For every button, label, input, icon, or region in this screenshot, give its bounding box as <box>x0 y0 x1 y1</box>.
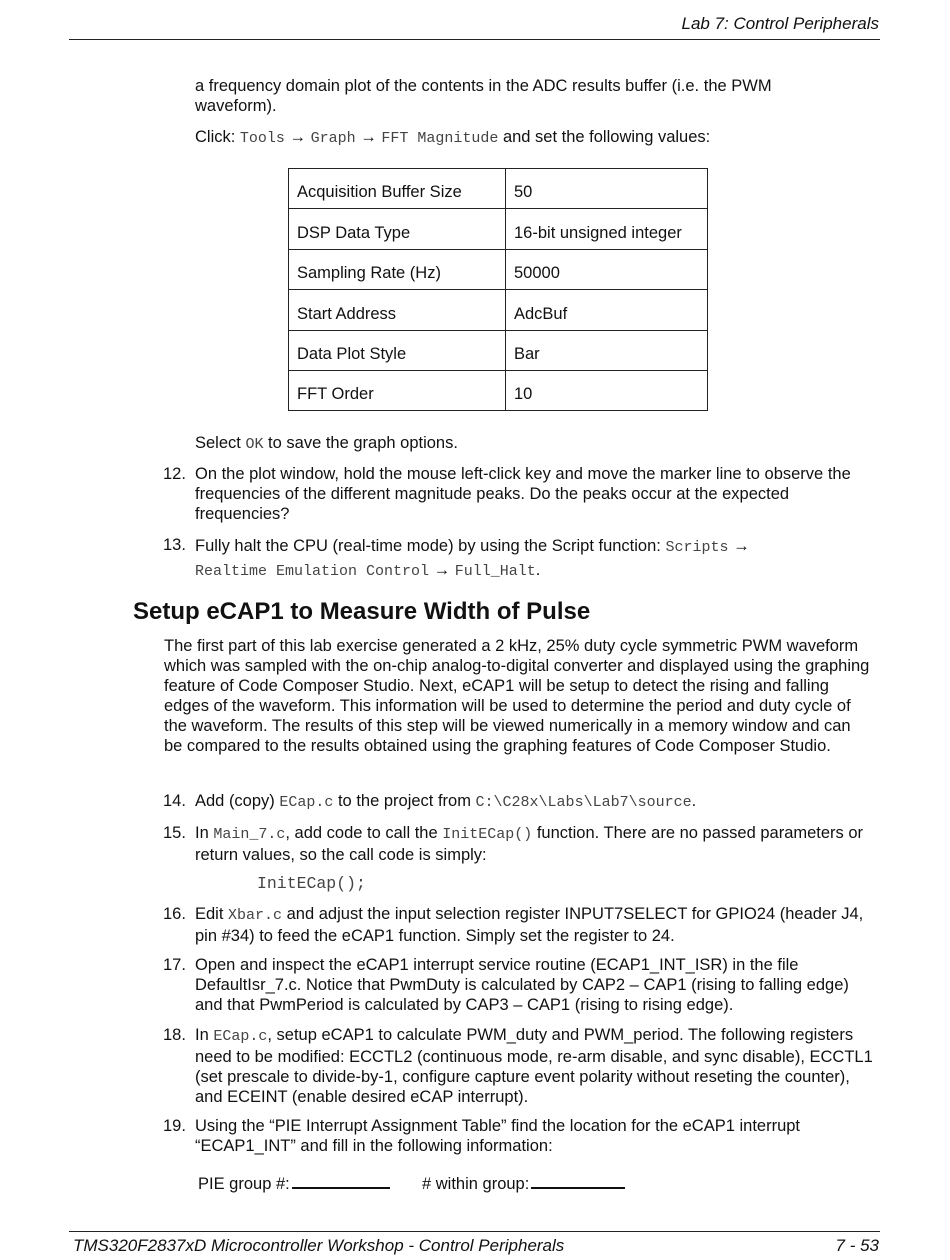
table-key: Acquisition Buffer Size <box>289 169 506 209</box>
table-key: DSP Data Type <box>289 209 506 249</box>
step-text: Using the “PIE Interrupt Assignment Table” find the location for the eCAP1 interrupt “ECAP1_INT” and fill in the following information: <box>195 1117 801 1155</box>
click-suffix: and set the following values: <box>498 128 711 146</box>
step-18 <box>163 1025 875 1107</box>
graph-settings-table <box>288 168 708 411</box>
code-xbar-file: Xbar.c <box>228 907 283 924</box>
step-text: , add code to call the <box>285 824 443 842</box>
code-ecap-file: ECap.c <box>213 1028 268 1045</box>
step-body <box>195 791 875 813</box>
step-15 <box>163 823 875 865</box>
step-text: Open and inspect the eCAP1 interrupt service routine (ECAP1_INT_ISR) in the file DefaultIsr_7.c. Notice that PwmDuty is calculated by CAP2 – CAP1 (rising to falling edge) and that PwmPeriod is calculated by CAP3 – CAP1 (rising to rising edge). <box>195 956 849 1014</box>
within-group-field <box>422 1171 625 1194</box>
table-value: Bar <box>506 330 708 370</box>
footer-divider <box>69 1231 880 1232</box>
click-instruction <box>195 127 885 149</box>
table-value: 10 <box>506 370 708 410</box>
step-text: and adjust the input selection register INPUT7SELECT for GPIO24 (header J4, pin #34) to feed the eCAP1 function. Simply set the register to 24. <box>195 905 864 945</box>
arrow-icon: → <box>433 561 451 579</box>
click-prefix: Click: <box>195 128 240 146</box>
table-row <box>289 249 708 289</box>
select-ok-instruction <box>195 433 885 455</box>
step-text: Add (copy) <box>195 792 280 810</box>
within-group-label: # within group: <box>422 1175 530 1193</box>
code-ecap-file: ECap.c <box>279 794 334 811</box>
table-key: Data Plot Style <box>289 330 506 370</box>
section-heading: Setup eCAP1 to Measure Width of Pulse <box>133 598 591 625</box>
pie-group-field <box>198 1171 390 1194</box>
step-text: function. There are no passed parameters or return values, so the call code is simply: <box>195 824 864 864</box>
step-number: 18. <box>163 1026 186 1044</box>
pie-group-label: PIE group #: <box>198 1175 290 1193</box>
code-snippet: InitECap(); <box>257 874 366 893</box>
step-number: 17. <box>163 956 186 974</box>
step-12 <box>163 464 875 524</box>
select-ok-suffix: to save the graph options. <box>263 434 458 452</box>
step-19 <box>163 1116 875 1156</box>
menu-graph: Graph <box>310 130 356 147</box>
table-row <box>289 169 708 209</box>
menu-tools: Tools <box>239 130 285 147</box>
step-text: In <box>195 1026 214 1044</box>
pie-group-blank[interactable] <box>292 1171 390 1189</box>
table-key: Start Address <box>289 290 506 330</box>
step-text: Edit <box>195 905 229 923</box>
step-text: to the project from <box>333 792 476 810</box>
intro-line-2: waveform). <box>195 97 277 115</box>
menu-fft-magnitude: FFT Magnitude <box>381 130 499 147</box>
intro-line-1: a frequency domain plot of the contents in the ADC results buffer (i.e. the PWM <box>195 77 772 95</box>
code-scripts: Scripts <box>665 539 729 556</box>
step-text: . <box>691 792 697 810</box>
table-value: 16-bit unsigned integer <box>506 209 708 249</box>
within-group-blank[interactable] <box>531 1171 625 1189</box>
step-body <box>195 535 875 583</box>
table-key: Sampling Rate (Hz) <box>289 249 506 289</box>
header-divider <box>69 39 880 40</box>
section-paragraph: The first part of this lab exercise generated a 2 kHz, 25% duty cycle symmetric PWM waveform which was sampled with the on-chip analog-to-digital converter and displayed using the graphing feature of Code Composer Studio. Next, eCAP1 will be setup to detect the rising and falling edges of the waveform. This information will be used to determine the period and duty cycle of the waveform. The results of this step will be viewed numerically in a memory window and can be compared to the results obtained using the graphing features of Code Composer Studio. <box>164 637 870 755</box>
step-text: , setup eCAP1 to calculate PWM_duty and PWM_period. The following registers need to be modified: ECCTL2 (continuous mode, re-arm disable, and sync disable), ECCTL1 (set prescale to divide-by-1, configure capture event polarity without reseting the counter), and ECEINT (enable desired eCAP interrupt). <box>195 1026 873 1106</box>
code-main-file: Main_7.c <box>213 826 286 843</box>
table-row <box>289 330 708 370</box>
intro-paragraph <box>195 76 885 116</box>
step-body <box>195 1025 875 1107</box>
step-17 <box>163 955 875 1015</box>
select-ok-prefix: Select <box>195 434 246 452</box>
arrow-icon: → <box>733 537 750 555</box>
table-row <box>289 209 708 249</box>
table-value: AdcBuf <box>506 290 708 330</box>
code-source-path: C:\C28x\Labs\Lab7\source <box>475 794 692 811</box>
code-init-ecap: InitECap() <box>442 826 533 843</box>
ok-code: OK <box>245 436 264 453</box>
step-number: 12. <box>163 465 186 483</box>
step-body <box>195 904 875 946</box>
step-16 <box>163 904 875 946</box>
step-text: On the plot window, hold the mouse left-click key and move the marker line to observe the frequencies of the different magnitude peaks. Do the peaks occur at the expected frequencies? <box>195 465 851 523</box>
step-number: 15. <box>163 824 186 842</box>
step-text: Fully halt the CPU (real-time mode) by using the Script function: <box>195 537 666 555</box>
arrow-icon: → <box>360 128 377 146</box>
page-header-title: Lab 7: Control Peripherals <box>681 14 879 33</box>
code-realtime-emulation-control: Realtime Emulation Control <box>195 563 430 580</box>
footer-title: TMS320F2837xD Microcontroller Workshop - Control Peripherals <box>73 1236 565 1255</box>
step-text: In <box>195 824 214 842</box>
table-row <box>289 370 708 410</box>
table-value: 50000 <box>506 249 708 289</box>
step-number: 14. <box>163 792 186 810</box>
table-key: FFT Order <box>289 370 506 410</box>
page-number: 7 - 53 <box>835 1236 879 1255</box>
arrow-icon: → <box>289 128 307 146</box>
table-value: 50 <box>506 169 708 209</box>
step-number: 13. <box>163 536 186 554</box>
step-body <box>195 823 875 865</box>
step-number: 16. <box>163 905 186 923</box>
step-13 <box>163 535 875 583</box>
step-14 <box>163 791 875 813</box>
step-number: 19. <box>163 1117 186 1135</box>
table-row <box>289 290 708 330</box>
code-full-halt: Full_Halt <box>454 563 536 580</box>
step-end: . <box>535 561 541 579</box>
